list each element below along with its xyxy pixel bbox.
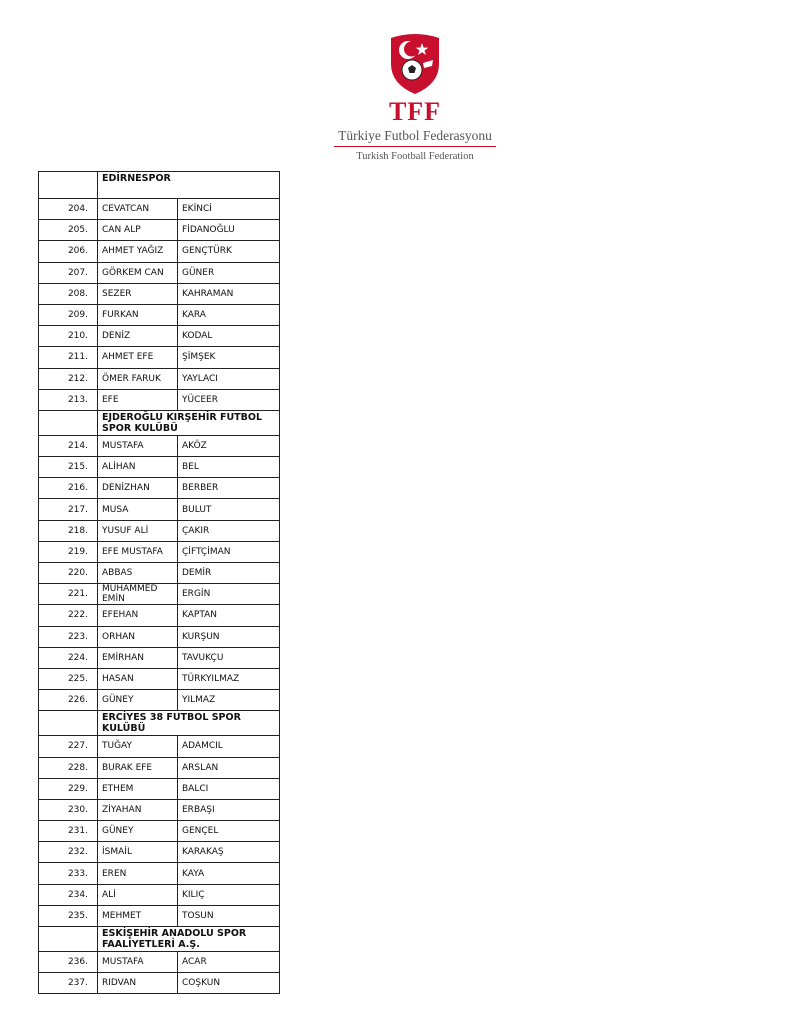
player-last-name: KARAKAŞ bbox=[178, 842, 280, 863]
player-row bbox=[39, 952, 280, 973]
player-row bbox=[39, 626, 280, 647]
player-row bbox=[39, 499, 280, 520]
player-number: 215. bbox=[39, 457, 98, 478]
player-number: 216. bbox=[39, 478, 98, 499]
player-first-name: AHMET EFE bbox=[98, 347, 178, 368]
player-first-name: TUĞAY bbox=[98, 736, 178, 757]
player-row bbox=[39, 241, 280, 262]
player-first-name: ALİ bbox=[98, 884, 178, 905]
player-first-name: MUSTAFA bbox=[98, 952, 178, 973]
player-row bbox=[39, 563, 280, 584]
organization-name-en: Turkish Football Federation bbox=[356, 151, 474, 162]
player-row bbox=[39, 262, 280, 283]
player-first-name: MEHMET bbox=[98, 905, 178, 926]
player-row bbox=[39, 973, 280, 994]
player-row bbox=[39, 326, 280, 347]
player-row bbox=[39, 842, 280, 863]
player-last-name: TOSUN bbox=[178, 905, 280, 926]
player-last-name: YAYLACI bbox=[178, 368, 280, 389]
player-number: 225. bbox=[39, 668, 98, 689]
organization-name-tr: Türkiye Futbol Federasyonu bbox=[338, 128, 492, 143]
player-number: 236. bbox=[39, 952, 98, 973]
player-first-name: ÖMER FARUK bbox=[98, 368, 178, 389]
player-number: 210. bbox=[39, 326, 98, 347]
player-last-name: ARSLAN bbox=[178, 757, 280, 778]
player-number: 214. bbox=[39, 435, 98, 456]
club-name: EJDEROĞLU KIRŞEHİR FUTBOL SPOR KULÜBÜ bbox=[98, 410, 280, 435]
club-header-row bbox=[39, 711, 280, 736]
player-last-name: TAVUKÇU bbox=[178, 647, 280, 668]
player-row bbox=[39, 605, 280, 626]
player-number: 227. bbox=[39, 736, 98, 757]
player-number: 208. bbox=[39, 283, 98, 304]
player-row bbox=[39, 736, 280, 757]
player-last-name: BALCI bbox=[178, 778, 280, 799]
player-first-name: ETHEM bbox=[98, 778, 178, 799]
player-first-name: EFE bbox=[98, 389, 178, 410]
player-number: 213. bbox=[39, 389, 98, 410]
player-first-name: DENİZ bbox=[98, 326, 178, 347]
player-number: 223. bbox=[39, 626, 98, 647]
player-last-name: GENÇEL bbox=[178, 821, 280, 842]
player-number: 220. bbox=[39, 563, 98, 584]
player-first-name: AHMET YAĞIZ bbox=[98, 241, 178, 262]
player-last-name: BERBER bbox=[178, 478, 280, 499]
player-number: 212. bbox=[39, 368, 98, 389]
player-last-name: TÜRKYILMAZ bbox=[178, 668, 280, 689]
player-number: 235. bbox=[39, 905, 98, 926]
player-last-name: KURŞUN bbox=[178, 626, 280, 647]
player-first-name: İSMAİL bbox=[98, 842, 178, 863]
club-header-row bbox=[39, 927, 280, 952]
club-name: EDİRNESPOR bbox=[98, 172, 280, 199]
player-last-name: FİDANOĞLU bbox=[178, 220, 280, 241]
player-row bbox=[39, 905, 280, 926]
player-last-name: ERBAŞI bbox=[178, 799, 280, 820]
player-row bbox=[39, 584, 280, 605]
player-number: 209. bbox=[39, 304, 98, 325]
player-last-name: KAYA bbox=[178, 863, 280, 884]
player-first-name: EREN bbox=[98, 863, 178, 884]
player-number: 205. bbox=[39, 220, 98, 241]
player-number: 222. bbox=[39, 605, 98, 626]
player-last-name: GÜNER bbox=[178, 262, 280, 283]
player-row bbox=[39, 304, 280, 325]
player-row bbox=[39, 541, 280, 562]
player-last-name: COŞKUN bbox=[178, 973, 280, 994]
player-number: 207. bbox=[39, 262, 98, 283]
player-number: 229. bbox=[39, 778, 98, 799]
player-row bbox=[39, 347, 280, 368]
tff-abbreviation: TFF bbox=[388, 97, 442, 126]
player-row bbox=[39, 668, 280, 689]
player-first-name: MUHAMMED EMİN bbox=[98, 584, 178, 605]
player-row bbox=[39, 690, 280, 711]
player-first-name: YUSUF ALİ bbox=[98, 520, 178, 541]
player-row bbox=[39, 368, 280, 389]
player-last-name: BULUT bbox=[178, 499, 280, 520]
player-first-name: EFE MUSTAFA bbox=[98, 541, 178, 562]
player-first-name: RIDVAN bbox=[98, 973, 178, 994]
logo-divider bbox=[334, 146, 496, 147]
player-last-name: ŞİMŞEK bbox=[178, 347, 280, 368]
player-first-name: EMİRHAN bbox=[98, 647, 178, 668]
player-last-name: ERGİN bbox=[178, 584, 280, 605]
player-number: 204. bbox=[39, 199, 98, 220]
tff-crest-icon bbox=[385, 30, 445, 96]
player-last-name: ADAMCIL bbox=[178, 736, 280, 757]
club-header-number-cell bbox=[39, 410, 98, 435]
player-row bbox=[39, 457, 280, 478]
player-row bbox=[39, 799, 280, 820]
player-last-name: GENÇTÜRK bbox=[178, 241, 280, 262]
player-first-name: CAN ALP bbox=[98, 220, 178, 241]
player-number: 211. bbox=[39, 347, 98, 368]
player-last-name: ÇAKIR bbox=[178, 520, 280, 541]
club-header-row bbox=[39, 410, 280, 435]
player-row bbox=[39, 821, 280, 842]
player-last-name: KARA bbox=[178, 304, 280, 325]
player-number: 219. bbox=[39, 541, 98, 562]
player-row bbox=[39, 884, 280, 905]
player-row bbox=[39, 199, 280, 220]
club-name: ESKİŞEHİR ANADOLU SPOR FAALİYETLERİ A.Ş. bbox=[98, 927, 280, 952]
player-last-name: AKÖZ bbox=[178, 435, 280, 456]
player-last-name: KODAL bbox=[178, 326, 280, 347]
player-first-name: SEZER bbox=[98, 283, 178, 304]
club-header-number-cell bbox=[39, 927, 98, 952]
player-last-name: KAHRAMAN bbox=[178, 283, 280, 304]
player-number: 230. bbox=[39, 799, 98, 820]
player-row bbox=[39, 863, 280, 884]
club-header-number-cell bbox=[39, 172, 98, 199]
player-number: 206. bbox=[39, 241, 98, 262]
player-number: 237. bbox=[39, 973, 98, 994]
player-row bbox=[39, 520, 280, 541]
player-number: 221. bbox=[39, 584, 98, 605]
player-first-name: GÖRKEM CAN bbox=[98, 262, 178, 283]
player-row bbox=[39, 778, 280, 799]
player-row bbox=[39, 478, 280, 499]
player-number: 228. bbox=[39, 757, 98, 778]
player-last-name: DEMİR bbox=[178, 563, 280, 584]
player-last-name: KILIÇ bbox=[178, 884, 280, 905]
player-roster-table bbox=[38, 171, 280, 994]
player-number: 232. bbox=[39, 842, 98, 863]
player-last-name: ÇİFTÇİMAN bbox=[178, 541, 280, 562]
player-number: 231. bbox=[39, 821, 98, 842]
player-first-name: DENİZHAN bbox=[98, 478, 178, 499]
player-first-name: ORHAN bbox=[98, 626, 178, 647]
club-name: ERCİYES 38 FUTBOL SPOR KULÜBÜ bbox=[98, 711, 280, 736]
player-first-name: GÜNEY bbox=[98, 821, 178, 842]
player-last-name: YÜCEER bbox=[178, 389, 280, 410]
player-row bbox=[39, 283, 280, 304]
player-row bbox=[39, 647, 280, 668]
player-number: 233. bbox=[39, 863, 98, 884]
club-header-row bbox=[39, 172, 280, 199]
player-number: 234. bbox=[39, 884, 98, 905]
player-first-name: FURKAN bbox=[98, 304, 178, 325]
player-number: 217. bbox=[39, 499, 98, 520]
player-first-name: ZİYAHAN bbox=[98, 799, 178, 820]
tff-logo-block bbox=[330, 30, 500, 175]
player-last-name: ACAR bbox=[178, 952, 280, 973]
player-first-name: BURAK EFE bbox=[98, 757, 178, 778]
player-first-name: ABBAS bbox=[98, 563, 178, 584]
player-first-name: HASAN bbox=[98, 668, 178, 689]
player-number: 224. bbox=[39, 647, 98, 668]
player-number: 226. bbox=[39, 690, 98, 711]
player-last-name: YILMAZ bbox=[178, 690, 280, 711]
player-row bbox=[39, 435, 280, 456]
player-first-name: CEVATCAN bbox=[98, 199, 178, 220]
player-last-name: KAPTAN bbox=[178, 605, 280, 626]
player-first-name: GÜNEY bbox=[98, 690, 178, 711]
player-last-name: BEL bbox=[178, 457, 280, 478]
player-first-name: ALİHAN bbox=[98, 457, 178, 478]
player-row bbox=[39, 389, 280, 410]
club-header-number-cell bbox=[39, 711, 98, 736]
player-first-name: EFEHAN bbox=[98, 605, 178, 626]
player-last-name: EKİNCİ bbox=[178, 199, 280, 220]
player-first-name: MUSTAFA bbox=[98, 435, 178, 456]
player-first-name: MUSA bbox=[98, 499, 178, 520]
player-row bbox=[39, 757, 280, 778]
player-number: 218. bbox=[39, 520, 98, 541]
player-row bbox=[39, 220, 280, 241]
